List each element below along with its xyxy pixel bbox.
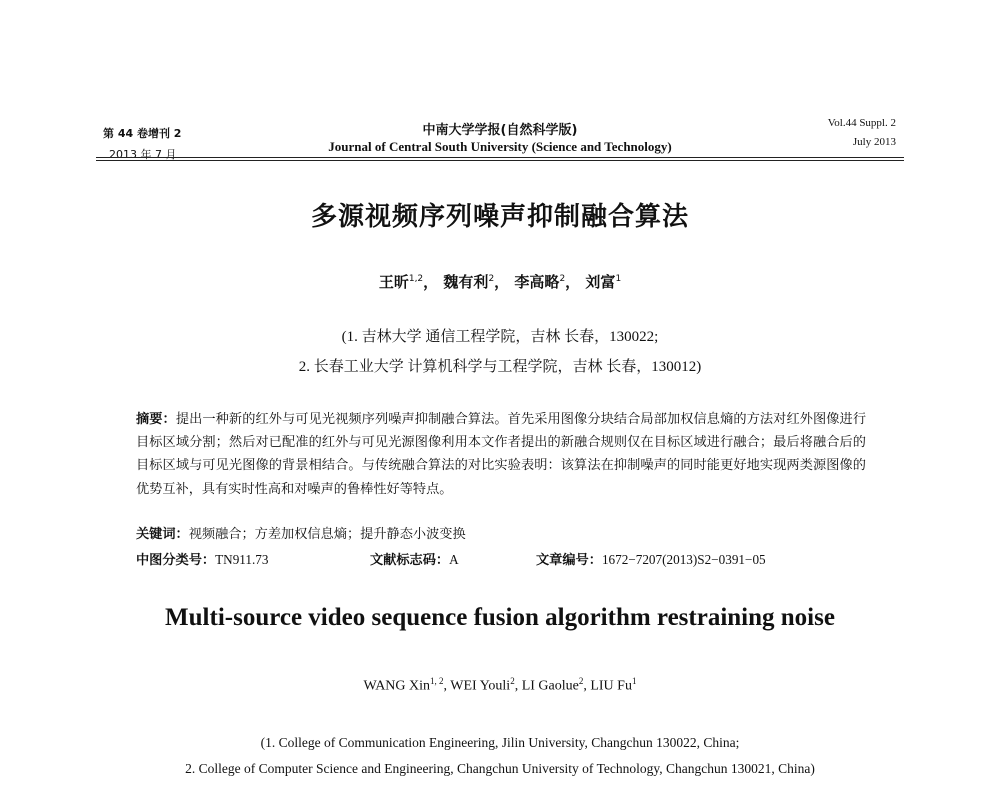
author-affiliation-mark: 1 [631, 676, 637, 686]
journal-name-en: Journal of Central South University (Science and Technology) [328, 139, 672, 154]
doc-code-label: 文献标志码： [370, 553, 450, 568]
clc-label: 中图分类号： [136, 553, 216, 568]
author-affiliation-mark: 1 [615, 274, 622, 284]
affiliation-cn-1: (1. 吉林大学 通信工程学院，吉林 长春，130022; [341, 329, 659, 345]
author-name: 魏有利 [443, 273, 489, 291]
author-separator: ， [565, 273, 581, 291]
author-separator: , [583, 678, 591, 694]
author-list-cn [0, 271, 1000, 292]
author-affiliation-mark: 1, 2 [430, 676, 444, 686]
keywords-cn [136, 523, 866, 542]
journal-name-cn: 中南大学学报(自然科学版) [422, 123, 578, 138]
abstract-text: 提出一种新的红外与可见光视频序列噪声抑制融合算法。首先采用图像分块结合局部加权信息熵的方法对红外图像进行目标区域分割；然后对已配准的红外与可见光源图像利用本文作者提出的新融合规则仅在目标区域进行融合；最后将融合后的目标区域与可见光图像的背景相结合。与传统融合算法的对比实验表明：该算法在抑制噪声的同时能更好地实现两类源图像的优势互补，具有实时性高和对噪声的鲁棒性好等特点。 [136, 412, 867, 497]
paper-title-cn: 多源视频序列噪声抑制融合算法 [310, 202, 689, 232]
author-separator: ， [423, 273, 439, 291]
author-affiliation-mark: 2 [510, 676, 515, 686]
author-affiliation-mark: 2 [559, 274, 566, 284]
author-separator: ， [494, 273, 510, 291]
keywords-label: 关键词： [136, 527, 189, 542]
author-list-en [0, 676, 1000, 695]
paper-title-en: Multi-source video sequence fusion algorithm restraining noise [165, 604, 835, 631]
header-rule-thin [96, 160, 904, 161]
article-number [536, 549, 766, 568]
author-affiliation-mark: 2 [488, 274, 495, 284]
author-name: LI Gaolue [521, 678, 579, 694]
abstract-cn [136, 408, 866, 501]
author-name: 李高略 [514, 273, 560, 291]
author-name: 王昕 [378, 273, 409, 291]
doc-code-value: A [449, 552, 459, 567]
header-rule [96, 157, 904, 158]
affiliation-en-1: (1. College of Communication Engineering, Jilin University, Changchun 130022, China; [260, 735, 740, 750]
clc-number [136, 549, 268, 568]
author-name: WANG Xin [363, 678, 431, 694]
author-separator: , [514, 678, 522, 694]
author-affiliation-mark: 1,2 [408, 274, 424, 284]
classification-line [136, 549, 866, 569]
author-affiliation-mark: 2 [578, 676, 584, 686]
author-name: LIU Fu [590, 678, 632, 694]
author-separator: , [443, 678, 451, 694]
author-name: 刘富 [585, 273, 616, 291]
issue-date-en: July 2013 [852, 136, 896, 148]
article-no-label: 文章编号： [536, 553, 602, 568]
affiliation-en-2: 2. College of Computer Science and Engineering, Changchun University of Technology, Changchun 130021, China) [185, 761, 815, 776]
author-name: WEI Youli [450, 678, 511, 694]
keywords-text: 视频融合；方差加权信息熵；提升静态小波变换 [188, 527, 466, 542]
affiliation-cn-2: 2. 长春工业大学 计算机科学与工程学院，吉林 长春，130012) [298, 359, 702, 375]
issue-date-cn: 2013 年 7 月 [109, 148, 177, 161]
abstract-label: 摘要： [136, 412, 176, 427]
article-no-value: 1672−7207(2013)S2−0391−05 [601, 552, 766, 567]
volume-issue: 第 44 卷增刊 2 [103, 127, 182, 140]
clc-value: TN911.73 [215, 552, 269, 567]
volume-issue-en: Vol.44 Suppl. 2 [827, 117, 896, 129]
document-code [370, 549, 459, 568]
